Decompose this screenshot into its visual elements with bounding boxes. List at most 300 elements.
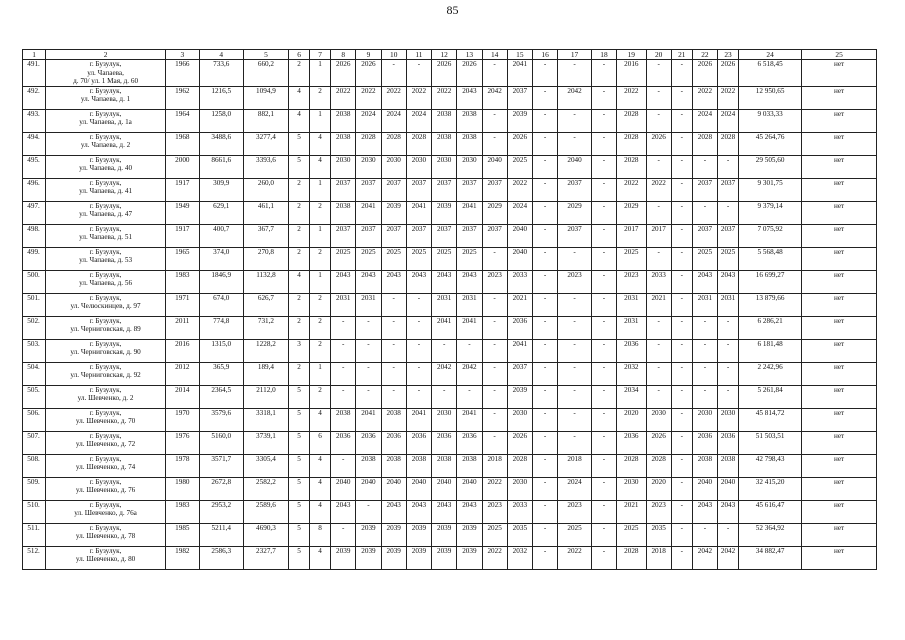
address-cell xyxy=(46,270,166,293)
table-cell: - xyxy=(591,293,616,316)
address-cell xyxy=(46,247,166,270)
table-cell: 2025 xyxy=(617,247,646,270)
table-cell: 4690,3 xyxy=(243,523,288,546)
table-row xyxy=(23,362,877,385)
table-cell: 2039 xyxy=(507,109,532,132)
row-number: 499. xyxy=(23,247,46,270)
table-cell: 2041 xyxy=(507,339,532,362)
table-cell: 2028 xyxy=(617,109,646,132)
cost-cell: 34 882,47 xyxy=(739,546,802,569)
address-line: г. Бузулук, xyxy=(89,60,122,68)
table-cell: 2038 xyxy=(331,132,356,155)
table-cell: 2040 xyxy=(381,477,406,500)
table-cell: - xyxy=(718,316,739,339)
table-cell: 2034 xyxy=(617,385,646,408)
table-cell: - xyxy=(381,316,406,339)
flag-cell: нет xyxy=(802,155,877,178)
table-cell: 5 xyxy=(289,385,310,408)
table-cell: 2 xyxy=(310,316,331,339)
table-row xyxy=(23,339,877,362)
address-line: г. Бузулук, xyxy=(89,86,122,95)
table-cell: 2028 xyxy=(617,155,646,178)
table-cell: - xyxy=(591,109,616,132)
address-line: ул. Шевченко, д. 74 xyxy=(75,463,136,472)
table-cell: 1917 xyxy=(166,178,200,201)
table-cell: 2022 xyxy=(558,546,592,569)
table-cell: 2042 xyxy=(457,362,482,385)
column-header: 18 xyxy=(591,50,616,60)
address-line: г. Бузулук, xyxy=(89,109,122,118)
table-cell: 1315,0 xyxy=(199,339,243,362)
table-cell: 4 xyxy=(310,454,331,477)
cost-cell: 5 568,48 xyxy=(739,247,802,270)
row-number: 494. xyxy=(23,132,46,155)
table-cell: - xyxy=(671,339,692,362)
table-cell: 1983 xyxy=(166,500,200,523)
table-cell: 629,1 xyxy=(199,201,243,224)
table-cell: 2022 xyxy=(331,86,356,109)
table-cell: 2039 xyxy=(507,385,532,408)
table-cell: 2030 xyxy=(617,477,646,500)
table-cell: 2043 xyxy=(692,500,717,523)
table-cell: 2022 xyxy=(617,86,646,109)
address-line: ул. Шевченко, д. 76 xyxy=(75,486,136,495)
table-cell: 2043 xyxy=(381,270,406,293)
address-cell xyxy=(46,155,166,178)
table-cell: - xyxy=(532,339,557,362)
table-cell: - xyxy=(356,500,381,523)
table-cell: 733,6 xyxy=(199,60,243,87)
table-cell: 660,2 xyxy=(243,60,288,87)
table-row xyxy=(23,316,877,339)
table-cell: 2043 xyxy=(432,500,457,523)
table-cell: 2028 xyxy=(356,132,381,155)
address-line: ул. Чапаева, д. 1а xyxy=(79,118,132,127)
column-header: 5 xyxy=(243,50,288,60)
table-cell: 2028 xyxy=(617,132,646,155)
table-cell: 2036 xyxy=(692,431,717,454)
table-cell: 1132,8 xyxy=(243,270,288,293)
table-cell: - xyxy=(532,247,557,270)
address-line: ул. Челюскинцев, д. 97 xyxy=(70,302,141,311)
table-cell: 2042 xyxy=(692,546,717,569)
table-cell: - xyxy=(591,155,616,178)
table-cell: - xyxy=(718,523,739,546)
table-cell: 774,8 xyxy=(199,316,243,339)
table-cell: 2042 xyxy=(718,546,739,569)
table-cell: 2022 xyxy=(356,86,381,109)
address-line: г. Бузулук, xyxy=(89,270,122,279)
table-cell: 2038 xyxy=(331,408,356,431)
table-cell: 2014 xyxy=(166,385,200,408)
table-cell: 374,0 xyxy=(199,247,243,270)
table-cell: 2022 xyxy=(718,86,739,109)
table-cell: 2038 xyxy=(718,454,739,477)
table-cell: - xyxy=(558,362,592,385)
table-cell: - xyxy=(671,362,692,385)
table-cell: - xyxy=(331,523,356,546)
row-number: 496. xyxy=(23,178,46,201)
table-cell: - xyxy=(457,385,482,408)
flag-cell: нет xyxy=(802,247,877,270)
table-cell: 626,7 xyxy=(243,293,288,316)
address-line: ул. Шевченко, д. 70 xyxy=(75,417,136,426)
table-cell: - xyxy=(482,60,507,87)
table-cell: 2037 xyxy=(331,224,356,247)
table-cell: 2023 xyxy=(646,500,671,523)
table-cell: - xyxy=(692,523,717,546)
table-cell: - xyxy=(532,477,557,500)
table-cell: 2 xyxy=(289,224,310,247)
table-cell: 2039 xyxy=(381,201,406,224)
flag-cell: нет xyxy=(802,293,877,316)
table-cell: - xyxy=(406,316,431,339)
table-cell: 2028 xyxy=(692,132,717,155)
table-cell: 2022 xyxy=(507,178,532,201)
table-row xyxy=(23,477,877,500)
table-cell: 2039 xyxy=(457,546,482,569)
cost-cell: 29 505,60 xyxy=(739,155,802,178)
row-number: 504. xyxy=(23,362,46,385)
table-cell: 2028 xyxy=(617,454,646,477)
table-cell: 400,7 xyxy=(199,224,243,247)
table-cell: 2040 xyxy=(432,477,457,500)
table-cell: - xyxy=(331,316,356,339)
table-cell: 2026 xyxy=(646,431,671,454)
table-cell: 270,8 xyxy=(243,247,288,270)
table-row xyxy=(23,500,877,523)
table-cell: 1 xyxy=(310,60,331,87)
table-cell: 2036 xyxy=(331,431,356,454)
address-line: ул. Черниговская, д. 89 xyxy=(70,325,141,334)
table-cell: 2039 xyxy=(331,546,356,569)
table-cell: - xyxy=(692,201,717,224)
address-line: д. 70/ ул. 1 Мая, д. 60 xyxy=(73,77,139,86)
table-cell: 4 xyxy=(310,155,331,178)
table-cell: - xyxy=(646,201,671,224)
table-cell: 4 xyxy=(310,477,331,500)
row-number: 508. xyxy=(23,454,46,477)
table-cell: 2037 xyxy=(406,178,431,201)
table-cell: 2022 xyxy=(381,86,406,109)
address-line: г. Бузулук, xyxy=(89,546,122,555)
table-cell: - xyxy=(591,431,616,454)
address-cell xyxy=(46,132,166,155)
table-cell: - xyxy=(558,109,592,132)
flag-cell: нет xyxy=(802,477,877,500)
address-line: г. Бузулук, xyxy=(89,477,122,486)
table-cell: 2022 xyxy=(482,477,507,500)
table-cell: 2 xyxy=(310,385,331,408)
column-header: 3 xyxy=(166,50,200,60)
table-row xyxy=(23,523,877,546)
table-cell: - xyxy=(591,86,616,109)
cost-cell: 52 364,92 xyxy=(739,523,802,546)
table-cell: 2036 xyxy=(617,431,646,454)
column-header: 22 xyxy=(692,50,717,60)
table-cell: 2039 xyxy=(381,546,406,569)
table-cell: 2032 xyxy=(507,546,532,569)
column-header: 7 xyxy=(310,50,331,60)
table-cell: 2023 xyxy=(617,270,646,293)
table-cell: - xyxy=(591,316,616,339)
table-cell: 2038 xyxy=(331,109,356,132)
table-cell: - xyxy=(591,546,616,569)
table-cell: 2043 xyxy=(381,500,406,523)
table-cell: 2030 xyxy=(646,408,671,431)
table-cell: - xyxy=(718,362,739,385)
row-number: 505. xyxy=(23,385,46,408)
column-header: 1 xyxy=(23,50,46,60)
table-cell: - xyxy=(692,362,717,385)
address-cell xyxy=(46,109,166,132)
table-cell: - xyxy=(482,109,507,132)
cost-cell: 9 033,33 xyxy=(739,109,802,132)
table-cell: 2112,0 xyxy=(243,385,288,408)
table-cell: 2024 xyxy=(381,109,406,132)
table-cell: 2026 xyxy=(718,60,739,87)
flag-cell: нет xyxy=(802,385,877,408)
table-row xyxy=(23,60,877,87)
table-cell: 2022 xyxy=(432,86,457,109)
table-cell: 5 xyxy=(289,431,310,454)
table-cell: 2 xyxy=(310,293,331,316)
table-cell: - xyxy=(671,86,692,109)
table-cell: 2037 xyxy=(718,224,739,247)
table-cell: 2016 xyxy=(617,60,646,87)
flag-cell: нет xyxy=(802,109,877,132)
flag-cell: нет xyxy=(802,224,877,247)
cost-cell: 42 798,43 xyxy=(739,454,802,477)
table-cell: 2043 xyxy=(457,500,482,523)
table-cell: 2025 xyxy=(558,523,592,546)
table-cell: 4 xyxy=(289,86,310,109)
table-cell: 2039 xyxy=(356,523,381,546)
table-cell: - xyxy=(356,362,381,385)
column-header: 4 xyxy=(199,50,243,60)
table-cell: 8 xyxy=(310,523,331,546)
address-line: г. Бузулук, xyxy=(89,178,122,187)
table-row xyxy=(23,155,877,178)
address-cell xyxy=(46,293,166,316)
table-cell: 2028 xyxy=(617,546,646,569)
table-cell: 2026 xyxy=(432,60,457,87)
column-header: 21 xyxy=(671,50,692,60)
table-cell: 2028 xyxy=(381,132,406,155)
table-cell: 5 xyxy=(289,523,310,546)
address-cell xyxy=(46,454,166,477)
flag-cell: нет xyxy=(802,86,877,109)
table-cell: 2021 xyxy=(507,293,532,316)
table-cell: 2030 xyxy=(692,408,717,431)
table-cell: - xyxy=(406,293,431,316)
address-line: ул. Чапаева, д. 51 xyxy=(79,233,133,242)
address-line: ул. Шевченко, д. 80 xyxy=(75,555,136,564)
cost-cell: 7 075,92 xyxy=(739,224,802,247)
row-number: 509. xyxy=(23,477,46,500)
table-cell: - xyxy=(532,155,557,178)
table-cell: 2 xyxy=(289,201,310,224)
table-cell: 2024 xyxy=(692,109,717,132)
table-row xyxy=(23,431,877,454)
table-cell: 2042 xyxy=(432,362,457,385)
table-cell: 2037 xyxy=(356,178,381,201)
column-header: 2 xyxy=(46,50,166,60)
table-cell: 2364,5 xyxy=(199,385,243,408)
table-cell: 2031 xyxy=(617,316,646,339)
table-cell: 2038 xyxy=(381,454,406,477)
table-cell: - xyxy=(671,316,692,339)
table-cell: 2020 xyxy=(646,477,671,500)
column-header: 12 xyxy=(432,50,457,60)
table-cell: - xyxy=(671,270,692,293)
table-cell: 731,2 xyxy=(243,316,288,339)
address-cell xyxy=(46,362,166,385)
table-cell: - xyxy=(532,132,557,155)
table-cell: - xyxy=(406,362,431,385)
table-cell: 2021 xyxy=(617,500,646,523)
table-cell: - xyxy=(692,339,717,362)
table-cell: 2041 xyxy=(356,408,381,431)
row-number: 507. xyxy=(23,431,46,454)
table-cell: 3393,6 xyxy=(243,155,288,178)
table-cell: - xyxy=(532,316,557,339)
table-cell: 3739,1 xyxy=(243,431,288,454)
cost-cell: 45 814,72 xyxy=(739,408,802,431)
table-cell: - xyxy=(532,523,557,546)
table-cell: 365,9 xyxy=(199,362,243,385)
housing-registry-table xyxy=(22,49,877,570)
table-cell: 2012 xyxy=(166,362,200,385)
table-cell: 2037 xyxy=(482,224,507,247)
table-cell: - xyxy=(532,270,557,293)
table-cell: - xyxy=(671,132,692,155)
table-cell: - xyxy=(558,339,592,362)
table-cell: 2018 xyxy=(482,454,507,477)
flag-cell: нет xyxy=(802,546,877,569)
table-cell: 2038 xyxy=(457,132,482,155)
table-cell: - xyxy=(532,546,557,569)
table-cell: 2037 xyxy=(457,178,482,201)
table-cell: - xyxy=(482,385,507,408)
table-cell: 2028 xyxy=(406,132,431,155)
table-cell: 1965 xyxy=(166,247,200,270)
table-cell: 2043 xyxy=(692,270,717,293)
row-number: 491. xyxy=(23,60,46,87)
address-cell xyxy=(46,178,166,201)
table-cell: 2040 xyxy=(692,477,717,500)
cost-cell: 9 379,14 xyxy=(739,201,802,224)
table-cell: - xyxy=(532,362,557,385)
row-number: 497. xyxy=(23,201,46,224)
table-cell: 2025 xyxy=(457,247,482,270)
table-cell: 4 xyxy=(310,500,331,523)
row-number: 506. xyxy=(23,408,46,431)
table-cell: 2030 xyxy=(381,155,406,178)
table-cell: 2039 xyxy=(432,546,457,569)
table-cell: 2025 xyxy=(507,155,532,178)
table-cell: 2589,6 xyxy=(243,500,288,523)
table-cell: 1968 xyxy=(166,132,200,155)
table-cell: 2021 xyxy=(646,293,671,316)
table-cell: 2 xyxy=(289,178,310,201)
table-cell: 2022 xyxy=(646,178,671,201)
address-line: г. Бузулук, xyxy=(89,224,122,233)
column-header: 15 xyxy=(507,50,532,60)
table-cell: - xyxy=(591,60,616,87)
table-cell: 2017 xyxy=(617,224,646,247)
table-cell: - xyxy=(356,339,381,362)
address-line: г. Бузулук, xyxy=(89,431,122,440)
table-cell: 5 xyxy=(289,408,310,431)
table-cell: - xyxy=(671,454,692,477)
table-cell: 1258,0 xyxy=(199,109,243,132)
table-cell: - xyxy=(591,454,616,477)
table-cell: 1970 xyxy=(166,408,200,431)
cost-cell: 45 264,76 xyxy=(739,132,802,155)
table-cell: 2041 xyxy=(406,408,431,431)
table-cell: - xyxy=(646,385,671,408)
table-cell: 2018 xyxy=(646,546,671,569)
table-cell: - xyxy=(718,385,739,408)
table-cell: - xyxy=(482,293,507,316)
table-cell: - xyxy=(692,385,717,408)
address-line: ул. Шевченко, д. 2 xyxy=(77,394,134,403)
table-cell: 2023 xyxy=(482,500,507,523)
table-cell: 2043 xyxy=(718,500,739,523)
table-cell: - xyxy=(558,132,592,155)
column-header: 8 xyxy=(331,50,356,60)
table-cell: 1949 xyxy=(166,201,200,224)
table-cell: 2037 xyxy=(406,224,431,247)
table-cell: 2031 xyxy=(356,293,381,316)
table-cell: - xyxy=(406,385,431,408)
table-cell: 2039 xyxy=(406,546,431,569)
table-cell: - xyxy=(646,109,671,132)
flag-cell: нет xyxy=(802,362,877,385)
table-cell: 2043 xyxy=(406,500,431,523)
table-cell: - xyxy=(591,477,616,500)
table-cell: - xyxy=(591,339,616,362)
table-row xyxy=(23,454,877,477)
table-cell: 1 xyxy=(310,178,331,201)
table-cell: - xyxy=(331,362,356,385)
column-header: 6 xyxy=(289,50,310,60)
table-cell: - xyxy=(646,247,671,270)
table-cell: - xyxy=(381,385,406,408)
table-cell: - xyxy=(532,408,557,431)
table-cell: 2041 xyxy=(432,316,457,339)
table-cell: - xyxy=(692,316,717,339)
column-header: 11 xyxy=(406,50,431,60)
table-cell: - xyxy=(532,431,557,454)
table-cell: - xyxy=(558,293,592,316)
row-number: 500. xyxy=(23,270,46,293)
table-row xyxy=(23,224,877,247)
table-cell: - xyxy=(482,247,507,270)
table-cell: 8661,6 xyxy=(199,155,243,178)
table-cell: - xyxy=(406,339,431,362)
table-cell: - xyxy=(482,362,507,385)
column-header: 10 xyxy=(381,50,406,60)
table-cell: - xyxy=(591,270,616,293)
cost-cell: 2 242,96 xyxy=(739,362,802,385)
table-cell: 2039 xyxy=(457,523,482,546)
table-cell: - xyxy=(558,316,592,339)
row-number: 493. xyxy=(23,109,46,132)
column-header: 25 xyxy=(802,50,877,60)
flag-cell: нет xyxy=(802,523,877,546)
